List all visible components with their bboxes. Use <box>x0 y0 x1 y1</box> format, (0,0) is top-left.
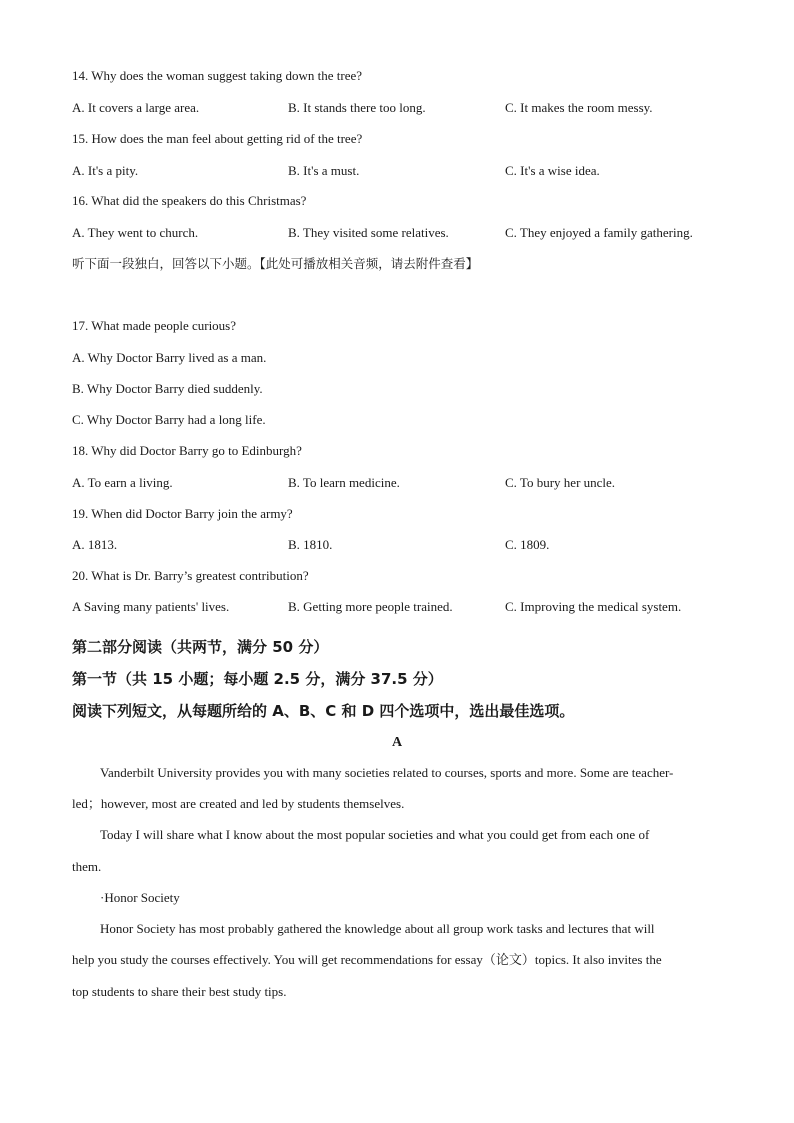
question-20-stem: 20. What is Dr. Barry’s greatest contribution? <box>72 568 309 583</box>
passage-p1-line1: Vanderbilt University provides you with many societies related to courses, sports and more. Some are teacher- <box>100 765 674 780</box>
question-18-option-c: C. To bury her uncle. <box>505 475 616 490</box>
question-14-option-c: C. It makes the room messy. <box>505 100 653 115</box>
question-15-option-a: A. It's a pity. <box>72 163 139 178</box>
passage-p3-line1: Honor Society has most probably gathered the knowledge about all group work tasks and lectures that will <box>100 921 655 936</box>
question-18-option-b: B. To learn medicine. <box>288 475 400 490</box>
passage-p3-line2: help you study the courses effectively. You will get recommendations for essay（论文）topics. It also invites the <box>72 952 662 967</box>
question-17-option-a: A. Why Doctor Barry lived as a man. <box>72 350 267 365</box>
passage-p2-line2: them. <box>72 859 102 874</box>
question-19-option-c: C. 1809. <box>505 537 550 552</box>
passage-label: A <box>391 735 403 750</box>
question-18-stem: 18. Why did Doctor Barry go to Edinburgh? <box>72 443 302 458</box>
question-20-option-b: B. Getting more people trained. <box>288 599 453 614</box>
passage-heading-honor-society: ·Honor Society <box>100 890 180 905</box>
reading-instruction: 阅读下列短文，从每题所给的 A、B、C 和 D 四个选项中，选出最佳选项。 <box>72 702 575 720</box>
question-16-option-a: A. They went to church. <box>72 225 199 240</box>
question-19-stem: 19. When did Doctor Barry join the army? <box>72 506 293 521</box>
passage-p1-line2: led；however, most are created and led by students themselves. <box>72 796 405 811</box>
question-15-option-b: B. It's a must. <box>288 163 360 178</box>
question-19-option-b: B. 1810. <box>288 537 333 552</box>
question-17-option-b: B. Why Doctor Barry died suddenly. <box>72 381 263 396</box>
passage-p3-line3: top students to share their best study tips. <box>72 984 287 999</box>
question-14-option-b: B. It stands there too long. <box>288 100 426 115</box>
question-14-stem: 14. Why does the woman suggest taking down the tree? <box>72 68 363 83</box>
question-16-option-b: B. They visited some relatives. <box>288 225 449 240</box>
section-title: 第一节（共 15 小题；每小题 2.5 分，满分 37.5 分） <box>72 670 443 688</box>
question-16-option-c: C. They enjoyed a family gathering. <box>505 225 693 240</box>
question-18-option-a: A. To earn a living. <box>72 475 173 490</box>
question-19-option-a: A. 1813. <box>72 537 118 552</box>
question-17-option-c: C. Why Doctor Barry had a long life. <box>72 412 266 427</box>
question-20-option-a: A Saving many patients' lives. <box>72 599 230 614</box>
question-16-stem: 16. What did the speakers do this Christmas? <box>72 193 307 208</box>
monologue-instruction: 听下面一段独白，回答以下小题。【此处可播放相关音频，请去附件查看】 <box>72 256 479 271</box>
question-14-option-a: A. It covers a large area. <box>72 100 200 115</box>
question-20-option-c: C. Improving the medical system. <box>505 599 682 614</box>
question-17-stem: 17. What made people curious? <box>72 318 237 333</box>
question-15-option-c: C. It's a wise idea. <box>505 163 600 178</box>
passage-p2-line1: Today I will share what I know about the most popular societies and what you could get from each one of <box>100 827 650 842</box>
question-15-stem: 15. How does the man feel about getting rid of the tree? <box>72 131 363 146</box>
part-title: 第二部分阅读（共两节，满分 50 分） <box>72 638 329 656</box>
